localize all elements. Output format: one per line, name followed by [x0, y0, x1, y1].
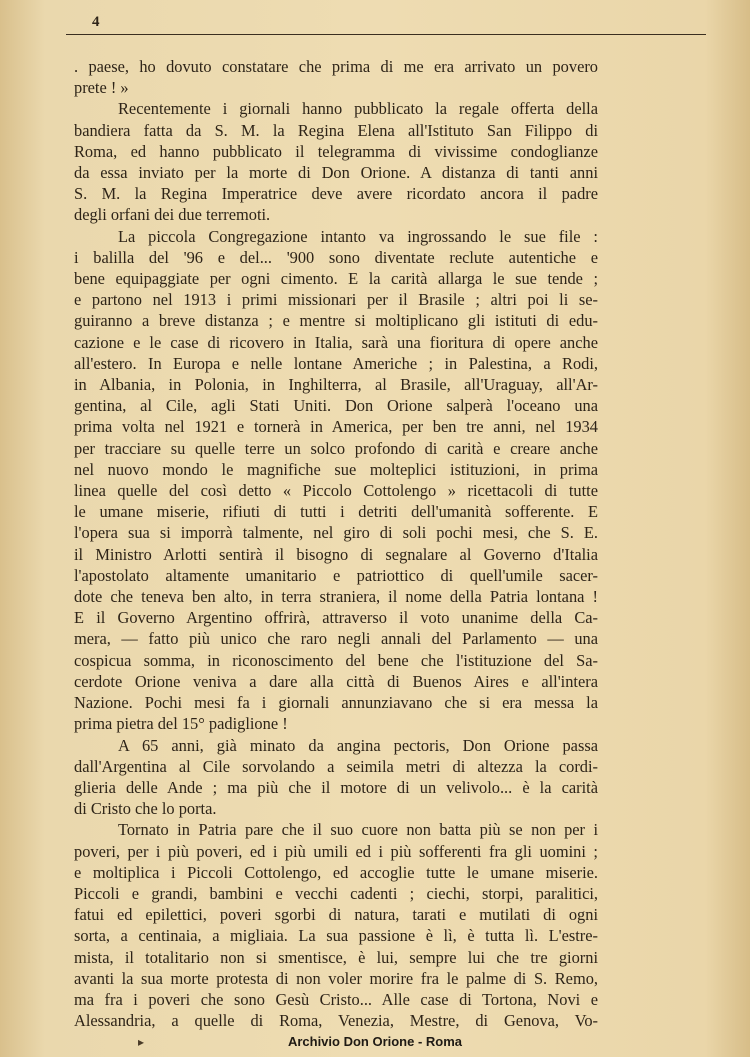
text-line: linea quelle del così detto « Piccolo Cottolengo » ricettacoli di tutte: [74, 481, 598, 501]
text-line: prete ! »: [74, 78, 129, 98]
text-line: Nazione. Pochi mesi fa i giornali annunziavano che si era messa la: [74, 693, 598, 713]
text-line: A 65 anni, già minato da angina pectoris, Don Orione passa: [118, 735, 598, 755]
text-line: per tracciare su quelle terre un solco profondo di carità e creare anche: [74, 438, 598, 458]
text-line: le umane miserie, rifiuti di tutti i detriti dell'umanità sofferente. E: [74, 502, 598, 522]
text-line: di Cristo che lo porta.: [74, 799, 217, 819]
text-line: avanti la sua morte protesta di non voler morire fra le palme di S. Remo,: [74, 968, 598, 988]
text-line: il Ministro Arlotti sentirà il bisogno di segnalare al Governo d'Italia: [74, 544, 598, 564]
text-line: cospicua somma, in riconoscimento del bene che l'istituzione del Sa-: [74, 650, 598, 670]
text-line: i balilla del '96 e del... '900 sono diventate reclute autentiche e: [74, 247, 598, 267]
text-line: e moltiplica i Piccoli Cottolengo, ed accoglie tutte le umane miserie.: [74, 862, 598, 882]
text-line: Piccoli e grandi, bambini e vecchi cadenti ; ciechi, storpi, paralitici,: [74, 883, 598, 903]
text-line: E il Governo Argentino offrirà, attraverso il voto unanime della Ca-: [74, 608, 598, 628]
ink-mark-icon: ▸: [138, 1035, 145, 1049]
text-line: sorta, a centinaia, a migliaia. La sua passione è lì, è tutta lì. L'estre-: [74, 926, 598, 946]
text-line: La piccola Congregazione intanto va ingrossando le sue file :: [118, 226, 598, 246]
text-line: S. M. la Regina Imperatrice deve avere ricordato ancora il padre: [74, 184, 598, 204]
text-line: Recentemente i giornali hanno pubblicato la regale offerta della: [118, 99, 598, 119]
text-line: Tornato in Patria pare che il suo cuore non batta più se non per i: [118, 820, 598, 840]
text-line: l'opera sua si imporrà talmente, nel giro di soli pochi mesi, che S. E.: [74, 523, 598, 543]
text-line: nel nuovo mondo le magnifiche sue molteplici istituzioni, in prima: [74, 459, 598, 479]
text-line: mista, il totalitario non si smentisce, è lui, sempre lui che tre giorni: [74, 947, 598, 967]
text-line: cazione e le case di ricovero in Italia, sarà una fioritura di opere anche: [74, 332, 598, 352]
text-line: dote che teneva ben alto, in terra straniera, il nome della Patria lontana !: [74, 587, 598, 607]
body-text: [74, 56, 598, 1031]
text-line: bandiera fatta da S. M. la Regina Elena all'Istituto San Filippo di: [74, 120, 598, 140]
text-line: mera, — fatto più unico che raro negli annali del Parlamento — una: [74, 629, 598, 649]
text-line: in Albania, in Polonia, in Inghilterra, al Brasile, all'Uraguay, all'Ar-: [74, 375, 598, 395]
text-line: Alessandria, a quelle di Roma, Venezia, Mestre, di Genova, Vo-: [74, 1011, 598, 1031]
text-line: bene equipaggiate per ogni cimento. E la carità allarga le sue tende ;: [74, 269, 598, 289]
text-line: glieria delle Ande ; ma più che il motore di un velivolo... è la carità: [74, 777, 598, 797]
text-line: da essa inviato per la morte di Don Orione. A distanza di tanti anni: [74, 163, 598, 183]
text-line: prima volta nel 1921 e tornerà in America, per ben tre anni, nel 1934: [74, 417, 598, 437]
text-line: Roma, ed hanno pubblicato il telegramma di vivissime condoglianze: [74, 141, 598, 161]
text-line: l'apostolato altamente umanitario e patriottico di quell'umile sacer-: [74, 565, 598, 585]
text-line: prima pietra del 15° padiglione !: [74, 714, 288, 734]
archive-footer: Archivio Don Orione - Roma: [287, 1034, 463, 1049]
text-line: dall'Argentina al Cile sorvolando a seimila metri di altezza la cordi-: [74, 756, 598, 776]
text-line: . paese, ho dovuto constatare che prima di me era arrivato un povero: [74, 57, 598, 76]
text-line: cerdote Orione veniva a dare alla città di Buenos Aires e all'intera: [74, 671, 598, 691]
text-line: fatui ed epilettici, poveri sgorbi di natura, tarati e mutilati di ogni: [74, 905, 598, 925]
text-line: degli orfani dei due terremoti.: [74, 205, 271, 225]
page-number: 4: [92, 14, 100, 30]
text-line: guiranno a breve distanza ; e mentre si moltiplicano gli istituti di edu-: [74, 311, 598, 331]
text-line: all'estero. In Europa e nelle lontane Americhe ; in Palestina, a Rodi,: [74, 353, 598, 373]
text-line: ma fra i poveri che sono Gesù Cristo... Alle case di Tortona, Novi e: [74, 989, 598, 1009]
text-line: gentina, al Cile, agli Stati Uniti. Don Orione salperà l'oceano una: [74, 396, 598, 416]
text-line: e partono nel 1913 i primi missionari per il Brasile ; altri poi li se-: [74, 290, 598, 310]
header-rule: [66, 34, 706, 35]
text-line: poveri, per i più poveri, ed i più umili ed i più sofferenti fra gli uomini ;: [74, 841, 598, 861]
